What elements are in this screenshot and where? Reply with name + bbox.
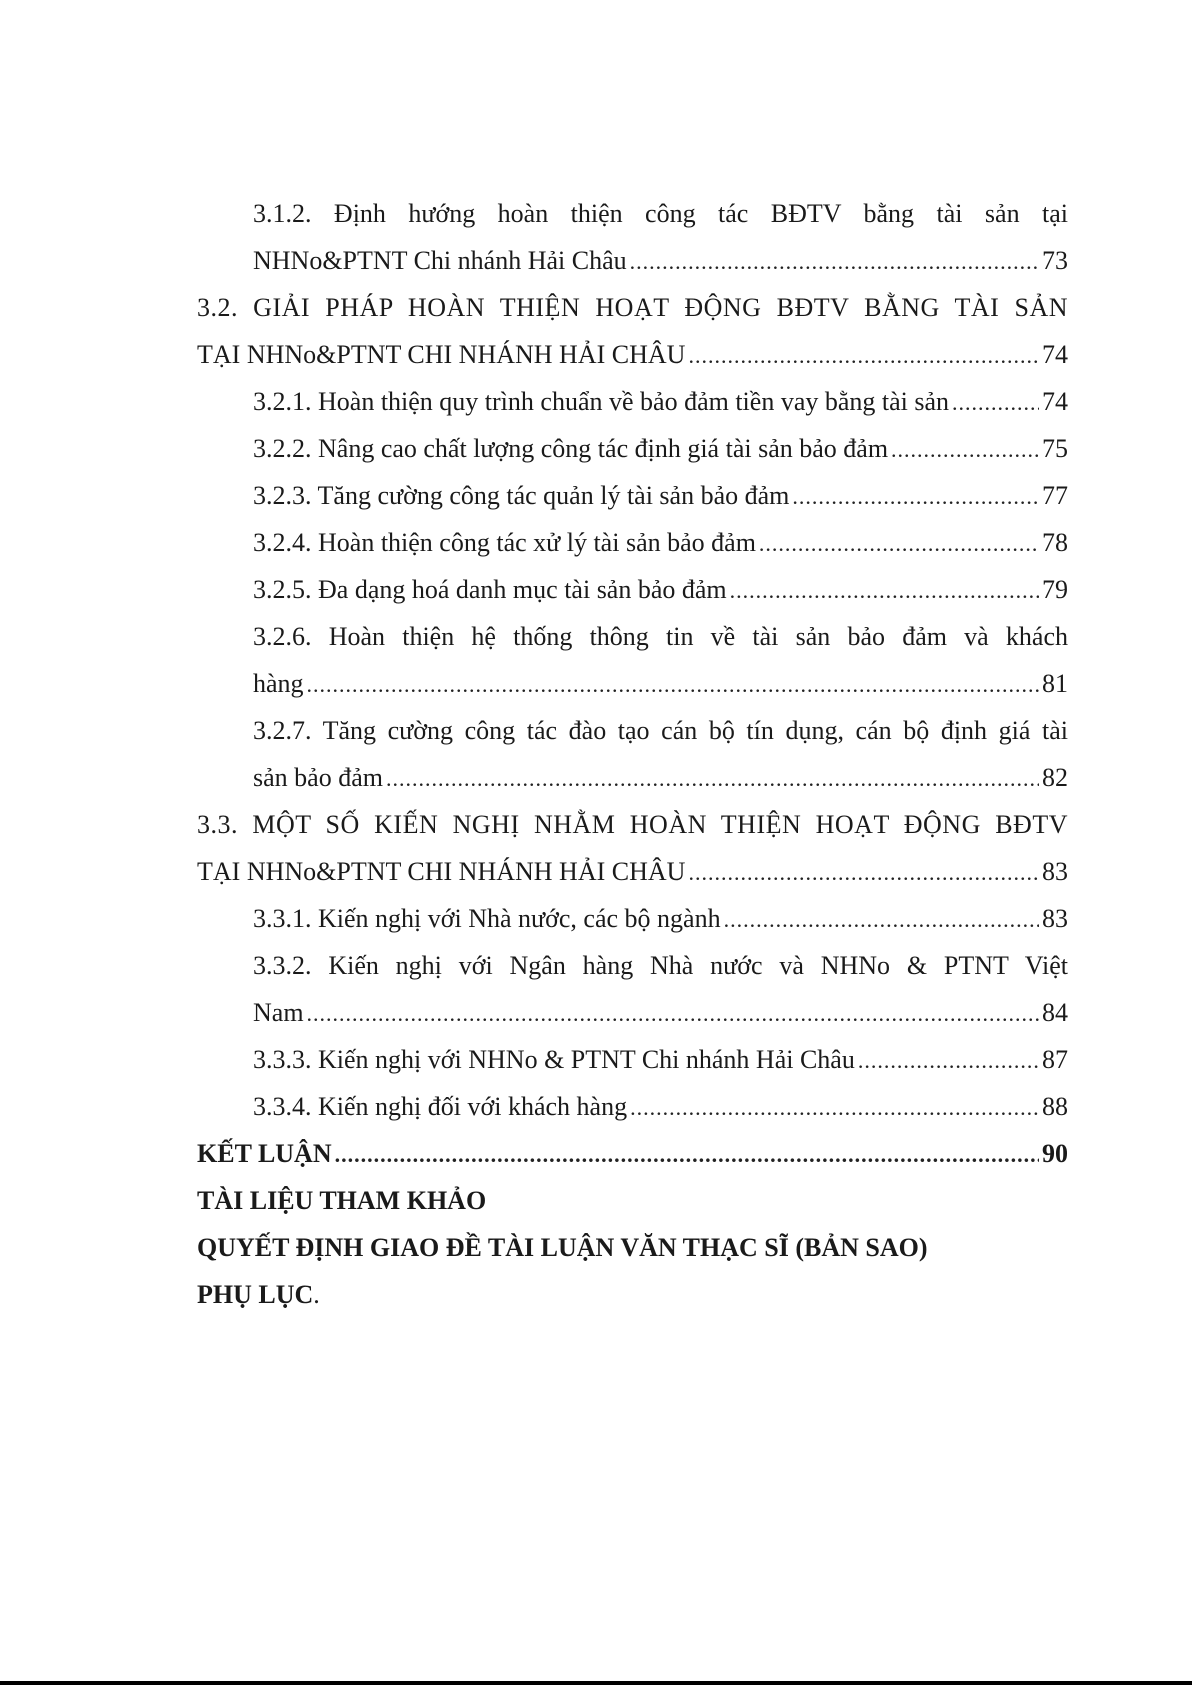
toc-entry-text: 3.2.7. Tăng cường công tác đào tạo cán bộ tín dụng, cán bộ định giá tài [253, 716, 1068, 745]
toc-entry-3-2-line1 [197, 284, 1068, 331]
toc-entry-3-3-2-line1 [197, 942, 1068, 989]
page-bottom-border [0, 1681, 1192, 1685]
toc-entry-text: 3.2. GIẢI PHÁP HOÀN THIỆN HOẠT ĐỘNG BĐTV BẰNG TÀI SẢN [197, 293, 1068, 322]
toc-entry-3-2-6-line1 [197, 613, 1068, 660]
dot-leader [724, 896, 1039, 943]
toc-entry-text: NHNo&PTNT Chi nhánh Hải Châu [253, 246, 627, 275]
toc-entry-text: 3.2.6. Hoàn thiện hệ thống thông tin về tài sản bảo đảm và khách [253, 622, 1068, 651]
toc-page-number: 81 [1042, 669, 1068, 698]
toc-entry-3-1-2-line2[interactable] [197, 237, 1068, 284]
dot-leader [688, 849, 1039, 896]
toc-entry-text: 3.3.2. Kiến nghị với Ngân hàng Nhà nước và NHNo & PTNT Việt [253, 951, 1068, 980]
toc-entry-text: 3.3.3. Kiến nghị với NHNo & PTNT Chi nhánh Hải Châu [253, 1045, 855, 1074]
dot-leader [688, 332, 1039, 379]
toc-page-number: 73 [1042, 246, 1068, 275]
dot-leader [386, 755, 1039, 802]
toc-entry-text: KẾT LUẬN [197, 1139, 332, 1168]
toc-entry-text: 3.2.3. Tăng cường công tác quản lý tài sản bảo đảm [253, 481, 790, 510]
toc-entry-text: 3.3. MỘT SỐ KIẾN NGHỊ NHẰM HOÀN THIỆN HOẠT ĐỘNG BĐTV [197, 810, 1068, 839]
toc-entry-3-2-7-line2[interactable] [197, 754, 1068, 801]
toc-entry-3-3-1[interactable] [197, 895, 1068, 942]
toc-entry-3-3-line1 [197, 801, 1068, 848]
toc-page-number: 78 [1042, 528, 1068, 557]
toc-entry-3-2-1[interactable] [197, 378, 1068, 425]
toc-page-number: 75 [1042, 434, 1068, 463]
toc-entry-3-2-7-line1 [197, 707, 1068, 754]
toc-page-number: 84 [1042, 998, 1068, 1027]
dot-leader [335, 1131, 1039, 1178]
toc-entry-tai-lieu-tham-khao[interactable] [197, 1177, 1068, 1224]
toc-entry-text: 3.2.2. Nâng cao chất lượng công tác định giá tài sản bảo đảm [253, 434, 889, 463]
toc-entry-quyet-dinh[interactable] [197, 1224, 1068, 1271]
toc-entry-text: 3.3.4. Kiến nghị đối với khách hàng [253, 1092, 628, 1121]
dot-leader [792, 473, 1039, 520]
toc-entry-text: 3.3.1. Kiến nghị với Nhà nước, các bộ ngành [253, 904, 721, 933]
toc-entry-3-2-5[interactable] [197, 566, 1068, 613]
toc-entry-text: 3.2.1. Hoàn thiện quy trình chuẩn về bảo đảm tiền vay bằng tài sản [253, 387, 950, 416]
table-of-contents [197, 190, 1068, 1318]
toc-page-number: 83 [1042, 904, 1068, 933]
toc-entry-text: 3.2.5. Đa dạng hoá danh mục tài sản bảo đảm [253, 575, 727, 604]
toc-page-number: 77 [1042, 481, 1068, 510]
toc-entry-3-2-4[interactable] [197, 519, 1068, 566]
toc-entry-3-3-line2[interactable] [197, 848, 1068, 895]
dot-leader [891, 426, 1039, 473]
toc-entry-text: QUYẾT ĐỊNH GIAO ĐỀ TÀI LUẬN VĂN THẠC SĨ (BẢN SAO) [197, 1233, 928, 1262]
dot-leader [952, 379, 1039, 426]
toc-page-number: 90 [1042, 1139, 1068, 1168]
toc-entry-text: sản bảo đảm [253, 763, 383, 792]
toc-entry-text: Nam [253, 998, 304, 1027]
toc-entry-ket-luan[interactable] [197, 1130, 1068, 1177]
dot-leader [858, 1037, 1039, 1084]
dot-leader [759, 520, 1039, 567]
toc-page-number: 74 [1042, 340, 1068, 369]
toc-entry-3-3-3[interactable] [197, 1036, 1068, 1083]
toc-entry-text: 3.1.2. Định hướng hoàn thiện công tác BĐTV bằng tài sản tại [253, 199, 1068, 228]
toc-entry-text: 3.2.4. Hoàn thiện công tác xử lý tài sản bảo đảm [253, 528, 756, 557]
toc-entry-3-3-4[interactable] [197, 1083, 1068, 1130]
toc-entry-3-2-6-line2[interactable] [197, 660, 1068, 707]
toc-entry-text: hàng [253, 669, 304, 698]
toc-page-number: 87 [1042, 1045, 1068, 1074]
toc-entry-text: TẠI NHNo&PTNT CHI NHÁNH HẢI CHÂU [197, 340, 686, 369]
toc-page-number: 74 [1042, 387, 1068, 416]
toc-entry-3-3-2-line2[interactable] [197, 989, 1068, 1036]
toc-page-number: 88 [1042, 1092, 1068, 1121]
toc-entry-text: PHỤ LỤC [197, 1280, 314, 1309]
toc-entry-text: TẠI NHNo&PTNT CHI NHÁNH HẢI CHÂU [197, 857, 686, 886]
dot-leader [307, 990, 1039, 1037]
toc-entry-3-2-line2[interactable] [197, 331, 1068, 378]
toc-entry-phu-luc[interactable] [197, 1271, 1068, 1318]
trailing-period: . [313, 1280, 320, 1309]
dot-leader [630, 1084, 1039, 1131]
toc-page-number: 82 [1042, 763, 1068, 792]
dot-leader [730, 567, 1039, 614]
dot-leader [630, 238, 1039, 285]
dot-leader [307, 661, 1039, 708]
toc-entry-3-1-2-line1 [197, 190, 1068, 237]
toc-entry-text: TÀI LIỆU THAM KHẢO [197, 1186, 487, 1215]
toc-entry-3-2-3[interactable] [197, 472, 1068, 519]
toc-entry-3-2-2[interactable] [197, 425, 1068, 472]
toc-page-number: 79 [1042, 575, 1068, 604]
toc-page-number: 83 [1042, 857, 1068, 886]
